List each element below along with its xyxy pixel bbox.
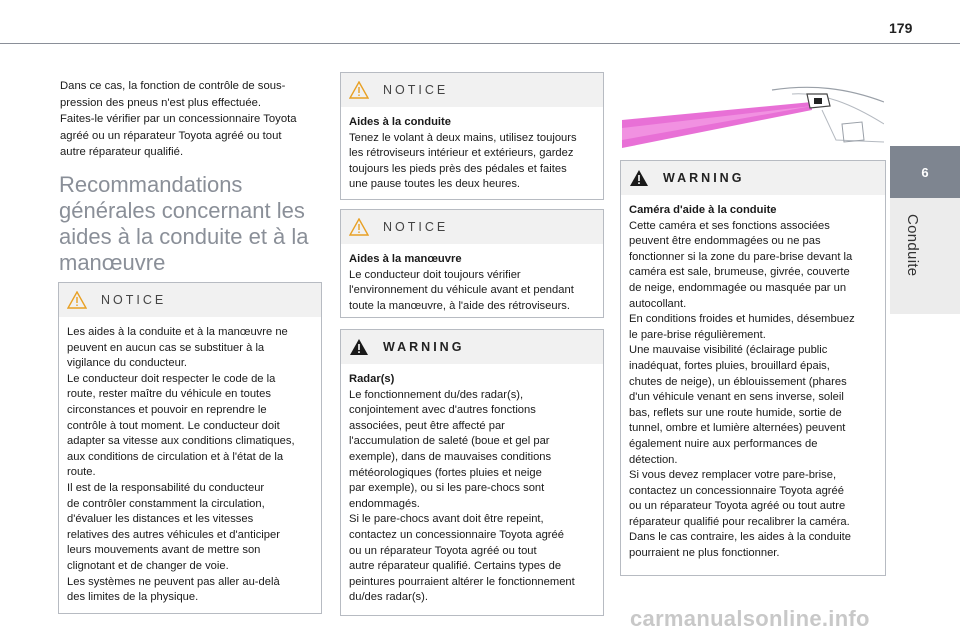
warning-box-radar xyxy=(340,329,604,616)
warning-text: Le fonctionnement du/des radar(s), conjointement avec d'autres fonctions associées, peut être affecté par l'accumulation de saleté (boue et gel par exemple), dans de mauvaises conditions météorologiques (fortes pluies et neige par exemple), ou si les pare-chocs sont endommagés. Si le pare-chocs avant doit être repeint, contactez un concessionnaire Toyota agréé ou un réparateur Toyota agréé ou tout autre réparateur qualifié. Certains types de peintures pourraient altérer le fonctionnement du/des radar(s). xyxy=(349,388,575,604)
windshield-camera-illustration xyxy=(622,80,884,160)
warning-triangle-filled-icon xyxy=(349,338,369,356)
notice-text: Les aides à la conduite et à la manœuvre ne peuvent en aucun cas se substituer à la vigilance du conducteur. Le conducteur doit respecter le code de la route, rester maître du véhicule en toutes circonstances et pouvoir en reprendre le contrôle à tout moment. Le conducteur doit adapter sa vitesse aux conditions climatiques, aux conditions de circulation et à l'état de la route. Il est de la responsabilité du conducteur de contrôler constamment la circulation, d'évaluer les distances et les vitesses relatives des autres véhicules et d'anticiper leurs mouvements avant de mettre son clignotant et de changer de voie. Les systèmes ne peuvent pas aller au-delà des limites de la physique. xyxy=(67,326,295,604)
warning-label: WARNING xyxy=(663,171,745,185)
warning-triangle-outline-icon xyxy=(349,218,369,236)
warning-lead: Caméra d'aide à la conduite xyxy=(629,204,777,216)
notice-body xyxy=(59,317,321,612)
section-title: Recommandations générales concernant les aides à la conduite et à la manœuvre xyxy=(59,172,309,275)
notice-header xyxy=(341,73,603,107)
warning-triangle-outline-icon xyxy=(349,81,369,99)
warning-header xyxy=(621,161,885,195)
chapter-label: Conduite xyxy=(904,214,921,277)
notice-label: NOTICE xyxy=(101,293,167,307)
notice-text: Tenez le volant à deux mains, utilisez toujours les rétroviseurs intérieur et extérieurs, gardez toujours les pieds près des pédales et faites une pause toutes les deux heures. xyxy=(349,131,577,191)
warning-triangle-filled-icon xyxy=(629,169,649,187)
chapter-number: 6 xyxy=(921,164,929,180)
warning-lead: Radar(s) xyxy=(349,373,395,385)
warning-triangle-outline-icon xyxy=(67,291,87,309)
notice-lead: Aides à la conduite xyxy=(349,116,451,128)
warning-body xyxy=(341,364,603,612)
notice-box-maneuver-aids xyxy=(340,209,604,318)
notice-label: NOTICE xyxy=(383,83,449,97)
notice-box-driving-aids xyxy=(340,72,604,200)
chapter-tab-strip xyxy=(890,198,960,314)
warning-box-camera xyxy=(620,160,886,576)
page-number: 179 xyxy=(889,20,913,36)
notice-body xyxy=(341,107,603,199)
notice-lead: Aides à la manœuvre xyxy=(349,253,462,265)
notice-text: Le conducteur doit toujours vérifier l'environnement du véhicule avant et pendant toute la manœuvre, à l'aide des rétroviseurs. xyxy=(349,268,574,312)
warning-header xyxy=(341,330,603,364)
warning-label: WARNING xyxy=(383,340,465,354)
notice-body xyxy=(341,244,603,320)
notice-box-driving-aids-general xyxy=(58,282,322,614)
warning-text: Cette caméra et ses fonctions associées peuvent être endommagées ou ne pas fonctionner si la zone du pare-brise devant la caméra est sale, brumeuse, givrée, couverte de neige, endommagée ou masquée par un autocollant. En conditions froides et humides, désembuez le pare-brise régulièrement. Une mauvaise visibilité (éclairage public inadéquat, fortes pluies, brouillard épais, chutes de neige), un éblouissement (phares d'un véhicule venant en sens inverse, soleil bas, reflets sur une route humide, sortie de tunnel, ombre et lumière alternées) peuvent également nuire aux performances de détection. Si vous devez remplacer votre pare-brise, contactez un concessionnaire Toyota agréé ou un réparateur Toyota agréé ou tout autre réparateur qualifié pour recalibrer la caméra. Dans le cas contraire, les aides à la conduite pourraient ne plus fonctionner. xyxy=(629,219,855,560)
notice-label: NOTICE xyxy=(383,220,449,234)
header-rule xyxy=(0,43,960,44)
notice-header xyxy=(59,283,321,317)
notice-header xyxy=(341,210,603,244)
chapter-tab xyxy=(890,146,960,198)
watermark: carmanualsonline.info xyxy=(630,606,870,631)
intro-paragraph: Dans ce cas, la fonction de contrôle de sous- pression des pneus n'est plus effectuée. Faites-le vérifier par un concessionnaire Toyota agréé ou un réparateur Toyota agréé ou tout autre réparateur qualifié. xyxy=(60,80,297,158)
warning-body xyxy=(621,195,885,568)
